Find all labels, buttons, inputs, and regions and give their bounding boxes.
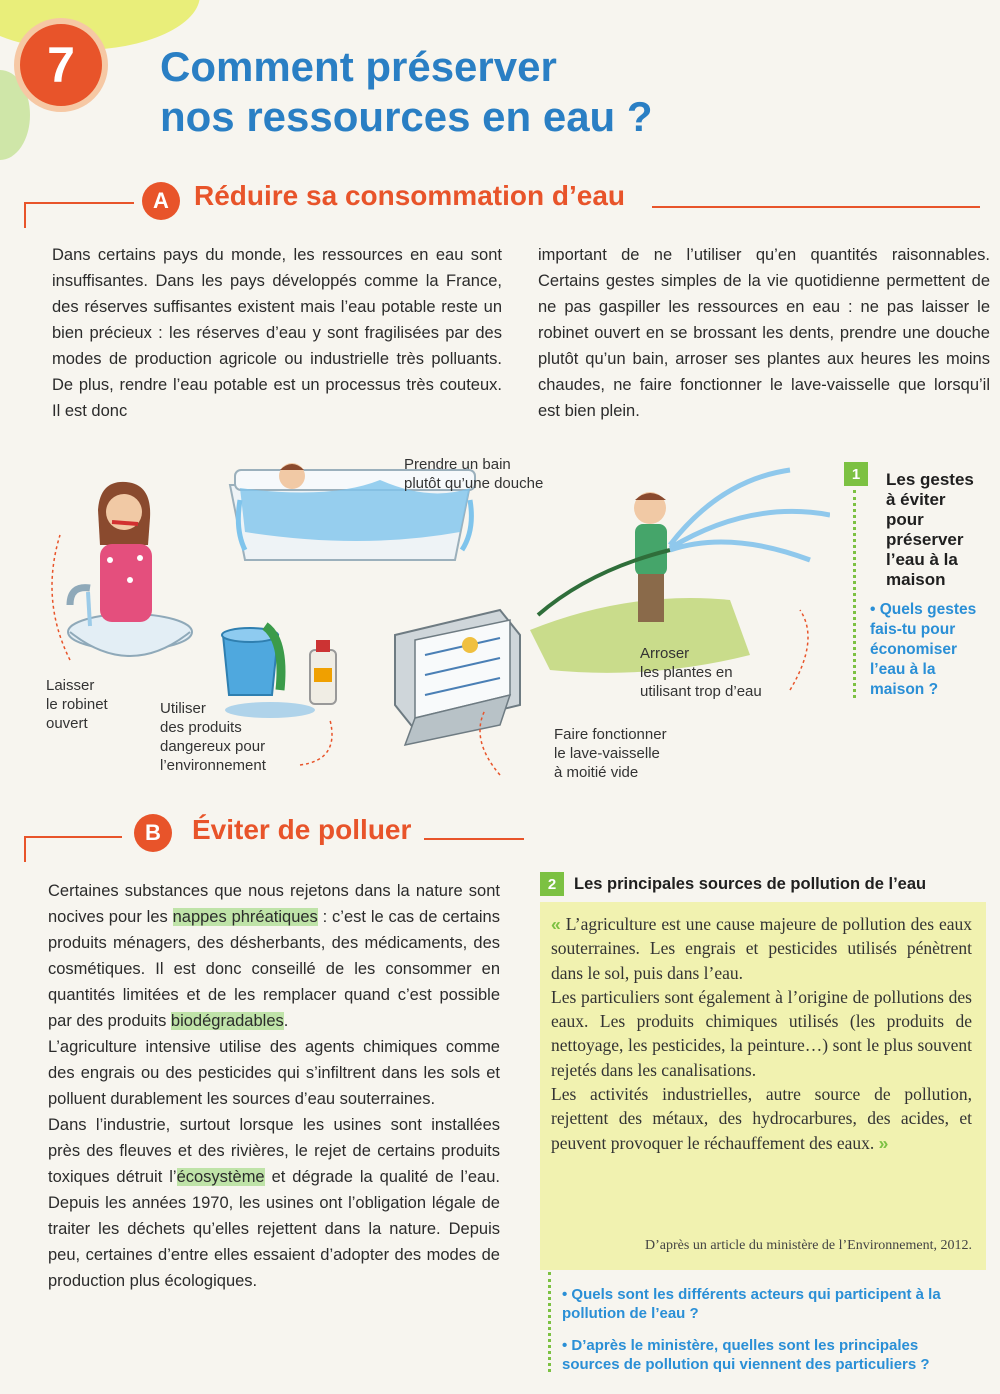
section-b-text-fragment: . xyxy=(283,1012,289,1030)
doc1-title xyxy=(886,470,996,590)
section-a-text-col2 xyxy=(538,242,990,424)
girl-brushing-teeth-illustration xyxy=(68,482,192,656)
doc2-dotted-line xyxy=(548,1272,551,1372)
page-title xyxy=(160,42,800,142)
caption-lave-vaisselle-line: à moitié vide xyxy=(554,764,639,781)
doc2-title: Les principales sources de pollution de l’eau xyxy=(574,875,927,893)
doc2-question-2: • D’après le ministère, quelles sont les principales sources de pollution qui viennent des particuliers ? xyxy=(562,1337,930,1373)
section-b-text-fragment: et dégrade la qualité de l’eau. Depuis les années 1970, les usines ont l’obligation légale de traiter les déchets qu’elles rejettent dans la nature. Depuis peu, certaines d’entre elles essaient d’adopter des modes de production plus écologiques. xyxy=(48,1168,500,1290)
section-a-text-col1 xyxy=(52,242,502,424)
glossary-term-nappes[interactable]: nappes phréatiques xyxy=(172,908,318,926)
section-b-text-fragment: Dans l’industrie, surtout lorsque les usines sont installées près des fleuves et des rivières, le rejet de certains produits toxiques détruit l’ xyxy=(48,1116,500,1186)
section-b-paragraph-3 xyxy=(48,1112,500,1294)
section-b-paragraph-2: L’agriculture intensive utilise des agents chimiques comme des engrais ou des pesticides qui s’infiltrent dans les sols et polluent durablement les sources d’eau souterraines. xyxy=(48,1038,500,1108)
caption-produits-line: des produits xyxy=(160,719,242,736)
doc2-source: D’après un article du ministère de l’Environnement, 2012. xyxy=(645,1238,972,1253)
caption-robinet-line: ouvert xyxy=(46,715,88,732)
section-a-line-left xyxy=(24,202,134,204)
doc2-quote-paragraph-2: Les particuliers sont également à l’origine de pollutions des eaux. Les produits chimiques utilisés (les produits de nettoyage, les pesticides, la peinture…) sont le plus souvent rejetés dans les canalisations. xyxy=(551,986,972,1080)
section-b-bracket xyxy=(24,838,26,862)
doc1-question-line: maison ? xyxy=(870,681,939,698)
glossary-term-ecosysteme[interactable]: écosystème xyxy=(176,1168,265,1186)
section-b-text-fragment: Certaines substances que nous rejetons dans la nature sont nocives pour les xyxy=(48,882,500,926)
caption-arroser-line: Arroser xyxy=(640,645,690,662)
section-a-paragraph-2: important de ne l’utiliser qu’en quantités raisonnables. Certains gestes simples de la vie quotidienne permettent de ne pas gaspiller les ressources en eau : ne pas laisser le robinet ouvert en se brossant les dents, prendre une douche plutôt qu’un bain, arroser ses plantes aux heures les moins chaudes, ne faire fonctionner le lave-vaisselle que lorsqu’il est bien plein. xyxy=(538,246,990,420)
page-title-line2: nos ressources en eau ? xyxy=(160,93,653,140)
caption-produits xyxy=(160,699,290,775)
section-b-text-fragment: : c’est le cas de certains produits ménagers, des désherbants, des médicaments, des cosmétiques. Il est donc conseillé de les consommer en quantités limitées et de les remplacer quand c’est possible par des produits xyxy=(48,908,500,1030)
doc1-title-line: à éviter xyxy=(886,490,946,509)
doc1-title-line: Les gestes xyxy=(886,470,974,489)
caption-bain-line: plutôt qu’une douche xyxy=(404,475,544,492)
dishwasher-illustration xyxy=(395,610,520,745)
doc1-question-line: • Quels gestes xyxy=(870,601,977,618)
doc1-question-line: économiser xyxy=(870,641,958,658)
section-a-paragraph-1: Dans certains pays du monde, les ressources en eau sont insuffisantes. Dans les pays développés comme la France, des réserves suffisantes existent mais l’eau potable reste un bien précieux : les réserves d’eau y sont fragilisées par des modes de production agricole ou industrielle très polluants. De plus, rendre l’eau potable est un processus très couteux. Il est donc xyxy=(52,246,502,420)
glossary-term-biodegradables[interactable]: biodégradables xyxy=(170,1012,284,1030)
section-b-text xyxy=(48,878,500,1294)
water-waste-illustration xyxy=(30,440,830,800)
doc1-title-line: maison xyxy=(886,570,946,589)
section-a-line-right xyxy=(652,206,980,208)
doc2-quote-paragraph-3 xyxy=(551,1082,972,1155)
section-a-title: Réduire sa consommation d’eau xyxy=(194,180,625,211)
caption-robinet xyxy=(46,676,136,733)
caption-lave-vaisselle-line: Faire fonctionner xyxy=(554,726,667,743)
doc2-number: 2 xyxy=(540,872,564,896)
section-b-line-right xyxy=(424,838,524,840)
boy-watering-illustration xyxy=(530,470,830,673)
section-b-title: Éviter de polluer xyxy=(192,814,412,845)
section-b-line-left xyxy=(24,836,122,838)
open-quote-icon: « xyxy=(551,914,561,934)
section-a-bracket xyxy=(24,204,26,228)
doc2-quote-text: L’agriculture est une cause majeure de pollution des eaux souterraines. Les engrais et pesticides utilisés pénètrent dans le sol, puis dans l’eau. xyxy=(551,914,972,983)
section-b-paragraph-1 xyxy=(48,878,500,1034)
doc1-dotted-line xyxy=(853,490,856,698)
doc2-question-1: • Quels sont les différents acteurs qui participent à la pollution de l’eau ? xyxy=(562,1286,941,1322)
doc2-quote-paragraph-1 xyxy=(551,912,972,985)
doc2-quote xyxy=(551,912,972,1155)
doc1-title-line: pour xyxy=(886,510,924,529)
page-title-line1: Comment préserver xyxy=(160,43,557,90)
doc2-quote-text: Les activités industrielles, autre source de pollution, rejettent des métaux, des hydrocarbures, des acides, et peuvent provoquer le réchauffement des eaux. xyxy=(551,1084,972,1153)
section-b-header xyxy=(24,812,524,852)
lesson-number-badge: 7 xyxy=(14,18,108,112)
doc1-number: 1 xyxy=(844,462,868,486)
section-b-badge: B xyxy=(134,814,172,852)
caption-produits-line: l’environnement xyxy=(160,757,266,774)
caption-lave-vaisselle-line: le lave-vaisselle xyxy=(554,745,660,762)
close-quote-icon: » xyxy=(878,1132,889,1153)
doc1-title-line: l’eau à la xyxy=(886,550,958,569)
caption-robinet-line: Laisser xyxy=(46,677,95,694)
doc1-question-line: fais-tu pour xyxy=(870,621,956,638)
caption-bain xyxy=(404,455,584,493)
caption-arroser xyxy=(640,644,800,701)
caption-produits-line: Utiliser xyxy=(160,700,206,717)
caption-arroser-line: les plantes en xyxy=(640,664,733,681)
section-a-header xyxy=(24,178,980,218)
caption-robinet-line: le robinet xyxy=(46,696,108,713)
caption-bain-line: Prendre un bain xyxy=(404,456,511,473)
doc1-question xyxy=(870,600,998,700)
caption-produits-line: dangereux pour xyxy=(160,738,266,755)
section-a-badge: A xyxy=(142,182,180,220)
doc1-title-line: préserver xyxy=(886,530,964,549)
caption-arroser-line: utilisant trop d’eau xyxy=(640,683,762,700)
caption-lave-vaisselle xyxy=(554,725,704,782)
doc1-question-line: l’eau à la xyxy=(870,661,936,678)
